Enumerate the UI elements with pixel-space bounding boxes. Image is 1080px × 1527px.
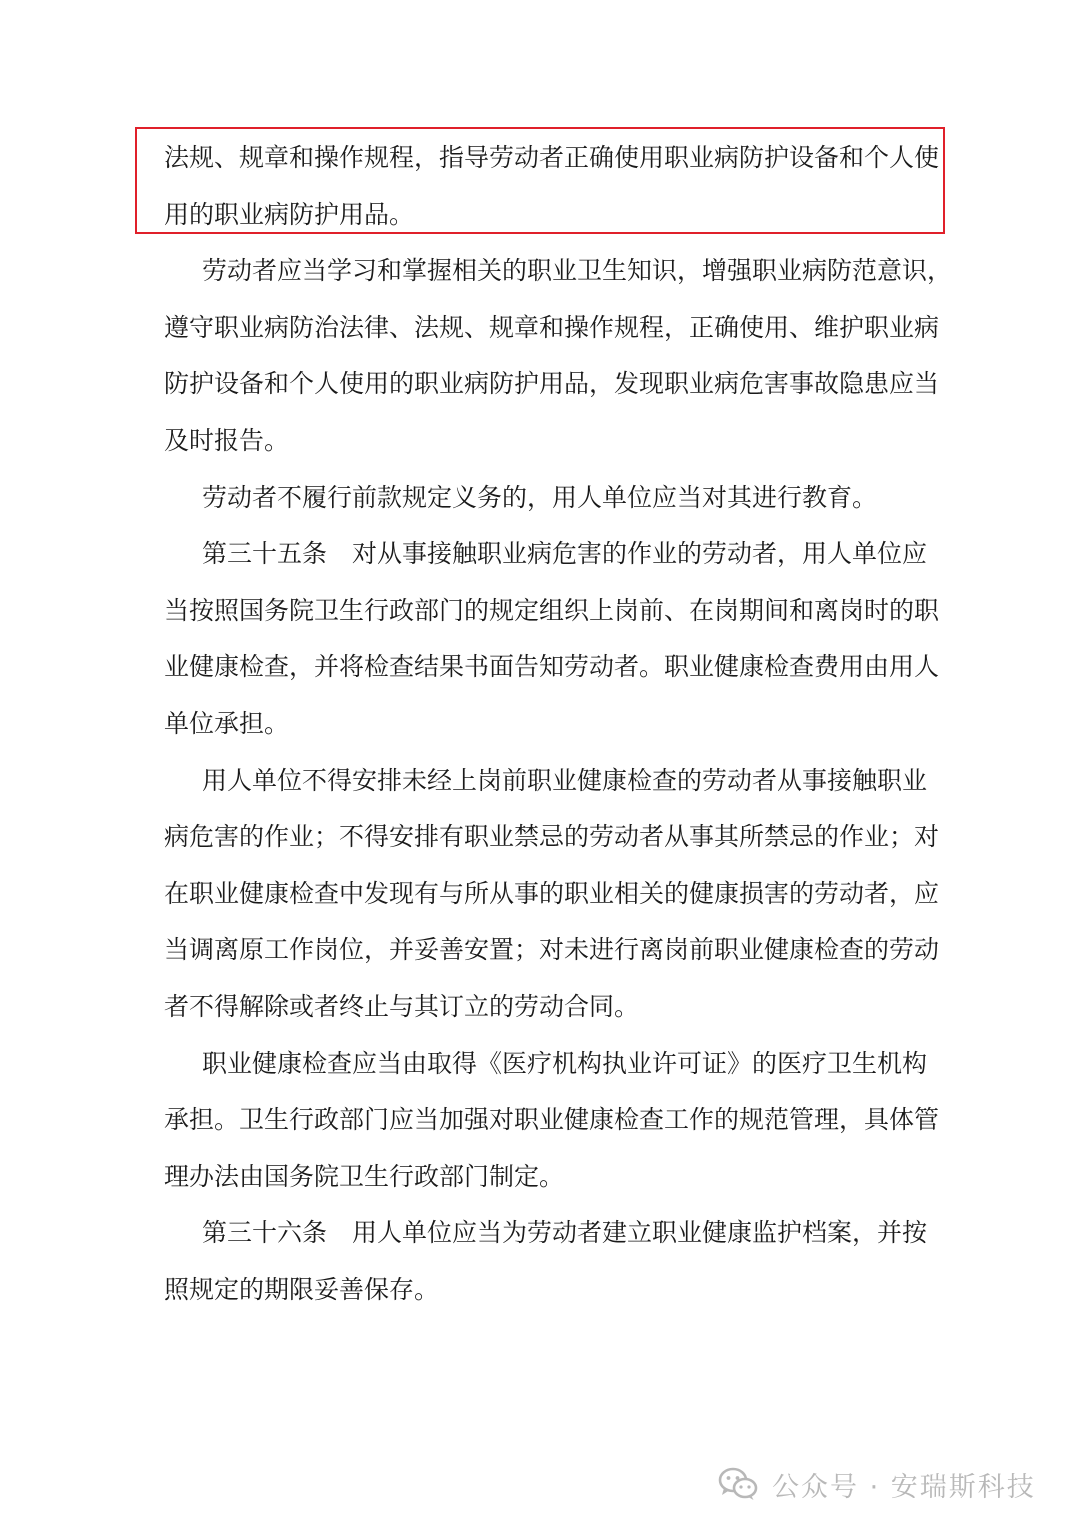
text-line: 职业健康检查应当由取得《医疗机构执业许可证》的医疗卫生机构 — [202, 1048, 928, 1078]
wechat-icon — [718, 1466, 758, 1502]
text-line: 照规定的期限妥善保存。 — [164, 1274, 440, 1304]
text-line: 及时报告。 — [164, 425, 290, 455]
text-line: 用的职业病防护用品。 — [164, 199, 415, 229]
watermark — [718, 1462, 1036, 1506]
watermark-text: 公众号 · 安瑞斯科技 — [772, 1471, 1036, 1503]
text-line: 防护设备和个人使用的职业病防护用品，发现职业病危害事故隐患应当 — [164, 369, 940, 399]
text-line: 病危害的作业；不得安排有职业禁忌的劳动者从事其所禁忌的作业；对 — [164, 822, 940, 852]
text-line: 在职业健康检查中发现有与所从事的职业相关的健康损害的劳动者，应 — [164, 878, 940, 908]
text-line: 劳动者应当学习和掌握相关的职业卫生知识，增强职业病防范意识， — [202, 256, 953, 286]
text-line: 单位承担。 — [164, 708, 290, 738]
text-line: 用人单位不得安排未经上岗前职业健康检查的劳动者从事接触职业 — [202, 765, 928, 795]
text-line: 者不得解除或者终止与其订立的劳动合同。 — [164, 991, 640, 1021]
text-line: 理办法由国务院卫生行政部门制定。 — [164, 1161, 565, 1191]
text-line: 第三十六条 用人单位应当为劳动者建立职业健康监护档案，并按 — [202, 1218, 928, 1248]
text-line: 承担。卫生行政部门应当加强对职业健康检查工作的规范管理，具体管 — [164, 1105, 940, 1135]
text-line: 第三十五条 对从事接触职业病危害的作业的劳动者，用人单位应 — [202, 539, 928, 569]
text-line: 法规、规章和操作规程，指导劳动者正确使用职业病防护设备和个人使 — [164, 143, 940, 172]
text-line: 当按照国务院卫生行政部门的规定组织上岗前、在岗期间和离岗时的职 — [164, 595, 940, 625]
text-line: 业健康检查，并将检查结果书面告知劳动者。职业健康检查费用由用人 — [164, 652, 940, 682]
text-line: 遵守职业病防治法律、法规、规章和操作规程，正确使用、维护职业病 — [164, 312, 940, 342]
text-line: 劳动者不履行前款规定义务的，用人单位应当对其进行教育。 — [202, 482, 878, 512]
text-line: 当调离原工作岗位，并妥善安置；对未进行离岗前职业健康检查的劳动 — [164, 935, 940, 965]
document-body — [164, 130, 953, 1318]
